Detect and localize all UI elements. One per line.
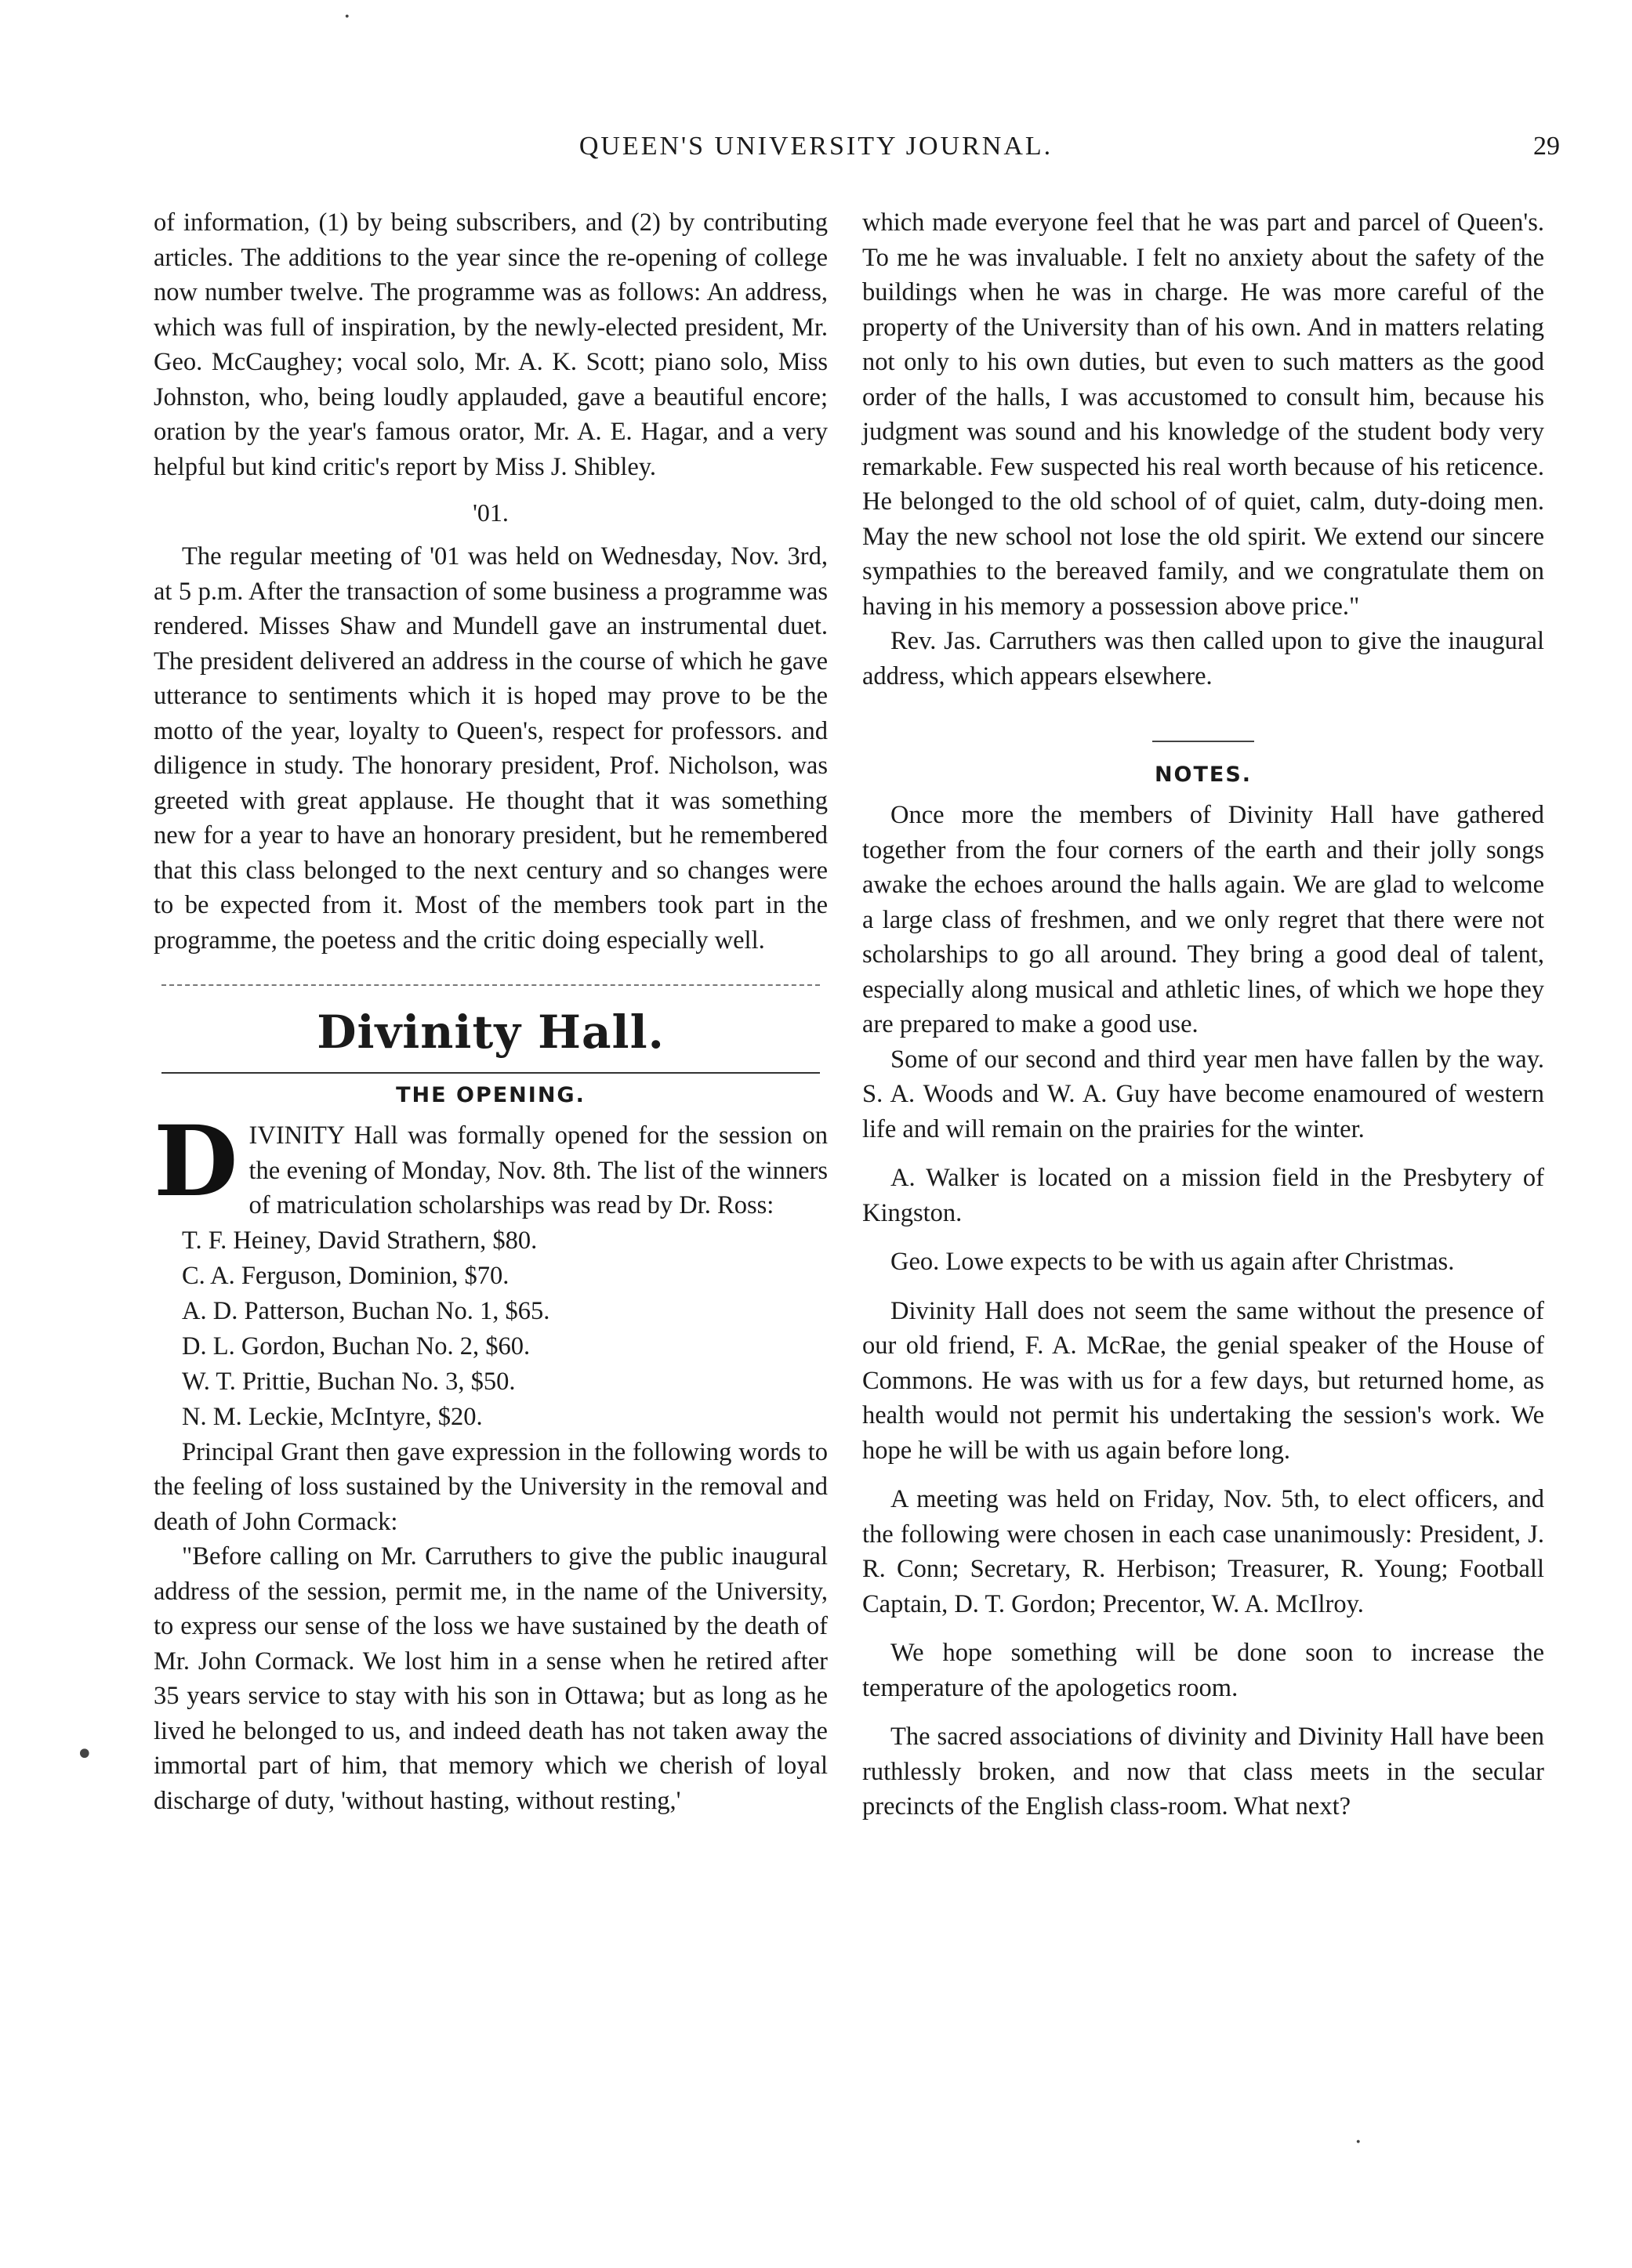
- scholarship-entry: C. A. Ferguson, Dominion, $70.: [182, 1261, 510, 1290]
- quote-continuation: which made everyone feel that he was part and parcel of Queen's. To me he was invaluable. I felt no anxiety about the safety of the buildings when he was in charge. He was more careful of the property of the University than of his own. And in matters relating not only to his own duties, but even to such matters as the good order of the halls, I was accustomed to consult him, because his judgment was sound and his knowledge of the student body very remarkable. Few suspected his real worth because of his reticence. He belonged to the old school of of quiet, calm, duty-doing men. May the new school not lose the old spirit. We extend our sincere sympathies to the bereaved family, and we congratulate them on having in his memory a possession above price.": [862, 208, 1544, 621]
- opening-text: IVINITY Hall was formally opened for the session on the evening of Monday, Nov. 8th. The list of the winners of matriculation scholarships was read by Dr. Ross:: [248, 1121, 828, 1219]
- scholarship-entry: T. F. Heiney, David Strathern, $80.: [182, 1226, 538, 1255]
- title-rule: [161, 1072, 820, 1074]
- class-paragraph: The regular meeting of '01 was held on Wednesday, Nov. 3rd, at 5 p.m. After the transaction of some business a programme was rendered. Misses Shaw and Mundell gave an instrumental duet. The president delivered an address in the course of which he gave utterance to sentiments which it is hoped may prove to be the motto of the year, loyalty to Queen's, respect for professors. and diligence in study. The honorary president, Prof. Nicholson, was greeted with great applause. He thought that it was something new for a year to have an honorary president, but he remembered that this class belonged to the next century and so changes were to be expected from it. Most of the members took part in the programme, the poetess and the critic doing especially well.: [154, 542, 828, 955]
- quote-paragraph: "Before calling on Mr. Carruthers to give the public inaugural address of the session, permit me, in the name of the University, to express our sense of the loss we have sustained by the death of Mr. John Cormack. We lost him in a sense when he retired after 35 years service to stay with his son in Ottawa; but as long as he lived he belonged to us, and indeed death has not taken away the immortal part of him, that memory which we cherish of loyal discharge of duty, 'without hasting, without resting,': [154, 1542, 828, 1815]
- note-paragraph: A. Walker is located on a mission field in the Presbytery of Kingston.: [862, 1164, 1544, 1227]
- principal-paragraph: Principal Grant then gave expression in the following words to the feeling of loss sustained by the University in the removal and death of John Cormack:: [154, 1437, 828, 1536]
- opening-paragraph: [154, 1105, 828, 1223]
- note-paragraph: Once more the members of Divinity Hall have gathered together from the four corners of the earth and their jolly songs awake the echoes around the halls again. We are glad to welcome a large class of freshmen, and we only regret that there were not scholarships to go all around. They bring a good deal of talent, especially along musical and athletic lines, of which we hope they are prepared to make a good use.: [862, 801, 1544, 1038]
- note-paragraph: A meeting was held on Friday, Nov. 5th, to elect officers, and the following were chosen in each case unanimously: President, J. R. Conn; Secretary, R. Herbison; Treasurer, R. Young; Football Captain, D. T. Gordon; Precentor, W. A. McIlroy.: [862, 1485, 1544, 1618]
- carruthers-paragraph: Rev. Jas. Carruthers was then called upon to give the inaugural address, which appears elsewhere.: [862, 627, 1544, 690]
- scholarship-entry: W. T. Prittie, Buchan No. 3, $50.: [182, 1367, 516, 1396]
- scholarship-entry: D. L. Gordon, Buchan No. 2, $60.: [182, 1331, 531, 1360]
- department-title: Divinity Hall.: [317, 1005, 665, 1059]
- scholarship-entry: N. M. Leckie, McIntyre, $20.: [182, 1402, 483, 1431]
- left-column: [154, 205, 828, 1818]
- ink-speck: •: [75, 1737, 94, 1773]
- running-head: QUEEN'S UNIVERSITY JOURNAL.: [578, 132, 1054, 161]
- continuation-paragraph: of information, (1) by being subscribers, and (2) by contributing articles. The additions to the year since the re-opening of college now number twelve. The programme was as follows: An address, which was full of inspiration, by the newly-elected president, Mr. Geo. McCaughey; vocal solo, Mr. A. K. Scott; piano solo, Miss Johnston, who, being loudly applauded, gave a beautiful encore; oration by the year's famous orator, Mr. A. E. Hagar, and a very helpful but kind critic's report by Miss J. Shibley.: [154, 208, 828, 481]
- drop-cap: D: [154, 1105, 238, 1219]
- section-divider: [161, 984, 820, 986]
- note-paragraph: We hope something will be done soon to increase the temperature of the apologetics room.: [862, 1639, 1544, 1702]
- ink-speck: ·: [1355, 2129, 1362, 2156]
- ink-speck: ·: [343, 3, 351, 31]
- notes-heading: NOTES.: [1154, 763, 1253, 787]
- note-paragraph: The sacred associations of divinity and Divinity Hall have been ruthlessly broken, and now that class meets in the secular precincts of the English class-room. What next?: [862, 1723, 1544, 1821]
- notes-divider: [1152, 741, 1254, 742]
- note-paragraph: Divinity Hall does not seem the same without the presence of our old friend, F. A. McRae, the genial speaker of the House of Commons. He was with us for a few days, but returned home, as health would not permit his undertaking the session's work. We hope he will be with us again before long.: [862, 1296, 1544, 1465]
- class-heading: '01.: [473, 498, 509, 527]
- opening-heading: THE OPENING.: [396, 1083, 586, 1107]
- note-paragraph: Geo. Lowe expects to be with us again after Christmas.: [890, 1248, 1455, 1276]
- page-number: 29: [1533, 132, 1560, 161]
- right-column: [862, 205, 1544, 1824]
- note-paragraph: Some of our second and third year men have fallen by the way. S. A. Woods and W. A. Guy have become enamoured of western life and will remain on the prairies for the winter.: [862, 1045, 1544, 1143]
- scholarship-entry: A. D. Patterson, Buchan No. 1, $65.: [182, 1296, 550, 1325]
